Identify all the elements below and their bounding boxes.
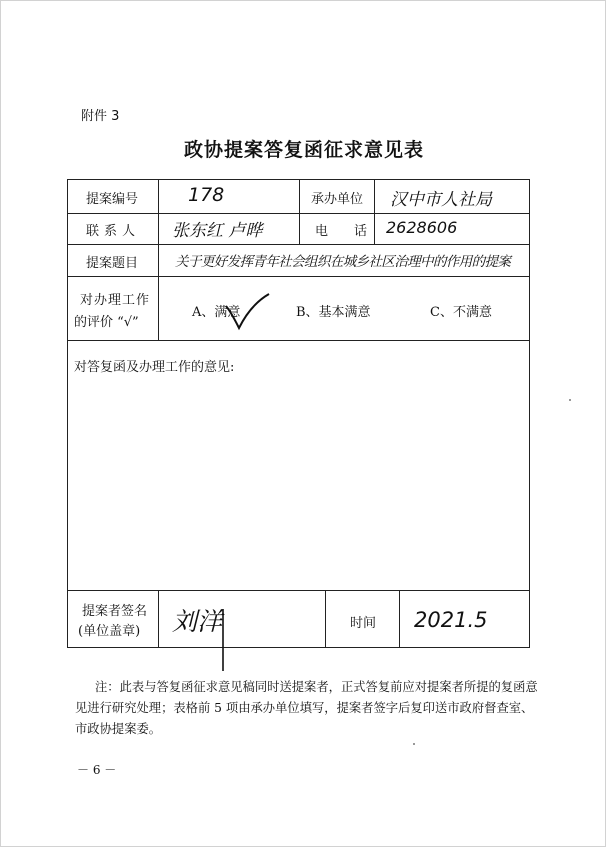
opinion-form-table	[67, 179, 530, 648]
attachment-label: 附件 3	[81, 109, 120, 124]
proposal-number-value: 178	[188, 184, 225, 206]
footnote: 注：此表与答复函征求意见稿同时送提案者，正式答复前应对提案者所提的复函意见进行研究处理；表格前 5 项由承办单位填写，提案者签字后复印送市政府督查室、市政协提案委。	[75, 680, 538, 736]
col-divider	[399, 590, 400, 647]
row-divider	[68, 340, 529, 341]
col-divider	[158, 276, 159, 340]
subject-value: 关于更好发挥青年社会组织在城乡社区治理中的作用的提案	[175, 254, 511, 270]
page-number: － 6 －	[77, 763, 117, 777]
evaluation-label-line1: 对办理工作	[80, 293, 151, 308]
page-title: 政协提案答复函征求意见表	[183, 139, 424, 161]
phone-label: 电话	[315, 224, 394, 239]
evaluation-label-line2: 的评价 “√”	[74, 315, 139, 330]
col-divider	[158, 180, 159, 276]
time-value: 2021.5	[414, 608, 488, 632]
opinion-label: 对答复函及办理工作的意见:	[74, 360, 235, 375]
signature-label-line1: 提案者签名	[82, 604, 148, 619]
handler-unit-label: 承办单位	[311, 192, 364, 207]
time-label: 时间	[350, 616, 377, 631]
row-divider	[68, 244, 529, 245]
option-basically-satisfied[interactable]: B、基本满意	[296, 305, 371, 320]
option-unsatisfied[interactable]: C、不满意	[430, 305, 492, 320]
scan-speck	[569, 399, 571, 401]
col-divider	[158, 590, 159, 647]
row-divider	[68, 590, 529, 591]
handler-unit-value: 汉中市人社局	[390, 190, 492, 210]
option-satisfied[interactable]: A、满意	[192, 305, 241, 320]
contact-label: 联系人	[86, 224, 141, 239]
signature-value: 刘洋	[172, 607, 223, 636]
subject-label: 提案题目	[86, 256, 139, 271]
signature-label-line2: (单位盖章)	[78, 624, 141, 639]
contact-value: 张东红 卢晔	[172, 221, 263, 241]
pen-stroke-mark	[219, 609, 227, 673]
phone-value: 2628606	[386, 218, 458, 237]
check-mark-icon	[223, 292, 271, 332]
proposal-number-label: 提案编号	[86, 192, 139, 207]
row-divider	[68, 276, 529, 277]
col-divider	[299, 180, 300, 244]
col-divider	[325, 590, 326, 647]
scan-speck	[413, 743, 415, 745]
